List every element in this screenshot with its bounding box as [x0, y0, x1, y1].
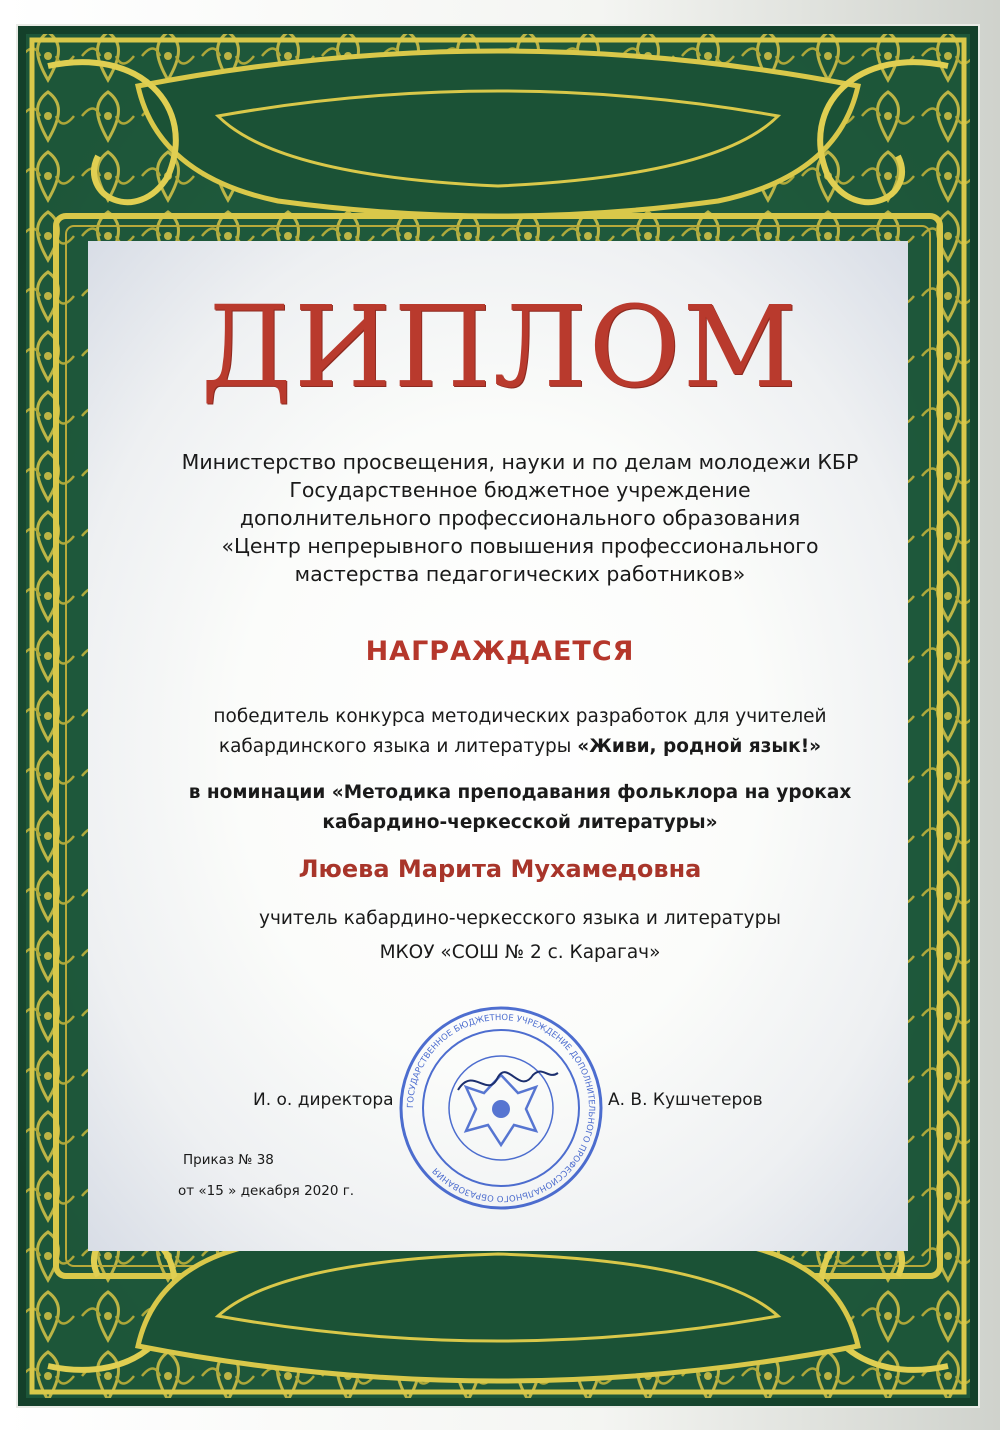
diploma-title: ДИПЛОМ: [200, 283, 800, 413]
signatory-name: А. В. Кушчетеров: [608, 1090, 763, 1110]
organization-line: Министерство просвещения, науки и по делам молодежи КБР: [181, 450, 859, 474]
position-line-2: МКОУ «СОШ № 2 с. Карагач»: [379, 942, 661, 963]
contest-line-1: победитель конкурса методических разработок для учителей: [213, 706, 827, 727]
order-date: от «15 » декабря 2020 г.: [178, 1183, 355, 1199]
position-line-1: учитель кабардино-черкесского языка и литературы: [259, 908, 781, 929]
contest-name: «Живи, родной язык!»: [577, 736, 822, 757]
recipient-name: Люева Марита Мухамедовна: [298, 855, 702, 883]
signatory-role: И. о. директора: [253, 1090, 394, 1110]
organization-block: [120, 448, 920, 588]
organization-line: мастерства педагогических работников»: [294, 562, 746, 586]
nomination-line-2: кабардино-черкесской литературы»: [322, 812, 718, 833]
contest-line-2-text: кабардинского языка и литературы: [218, 736, 578, 757]
organization-line: дополнительного профессионального образования: [239, 506, 801, 530]
organization-line: Государственное бюджетное учреждение: [289, 478, 751, 502]
order-number: Приказ № 38: [183, 1152, 274, 1168]
nomination-line-1: в номинации «Методика преподавания фольклора на уроках: [188, 782, 852, 803]
official-stamp: [398, 1005, 604, 1211]
contest-line-2: [140, 732, 900, 762]
awarded-label: НАГРАЖДАЕТСЯ: [365, 636, 635, 667]
nomination-block: [130, 778, 910, 838]
stamp-outer-text: ГОСУДАРСТВЕННОЕ БЮДЖЕТНОЕ УЧРЕЖДЕНИЕ ДОПОЛНИТЕЛЬНОГО ПРОФЕССИОНАЛЬНОГО ОБРАЗОВАНИЯ: [405, 1012, 597, 1204]
contest-description: [140, 702, 900, 762]
recipient-position: [140, 902, 900, 970]
organization-line: «Центр непрерывного повышения профессионального: [221, 534, 819, 558]
